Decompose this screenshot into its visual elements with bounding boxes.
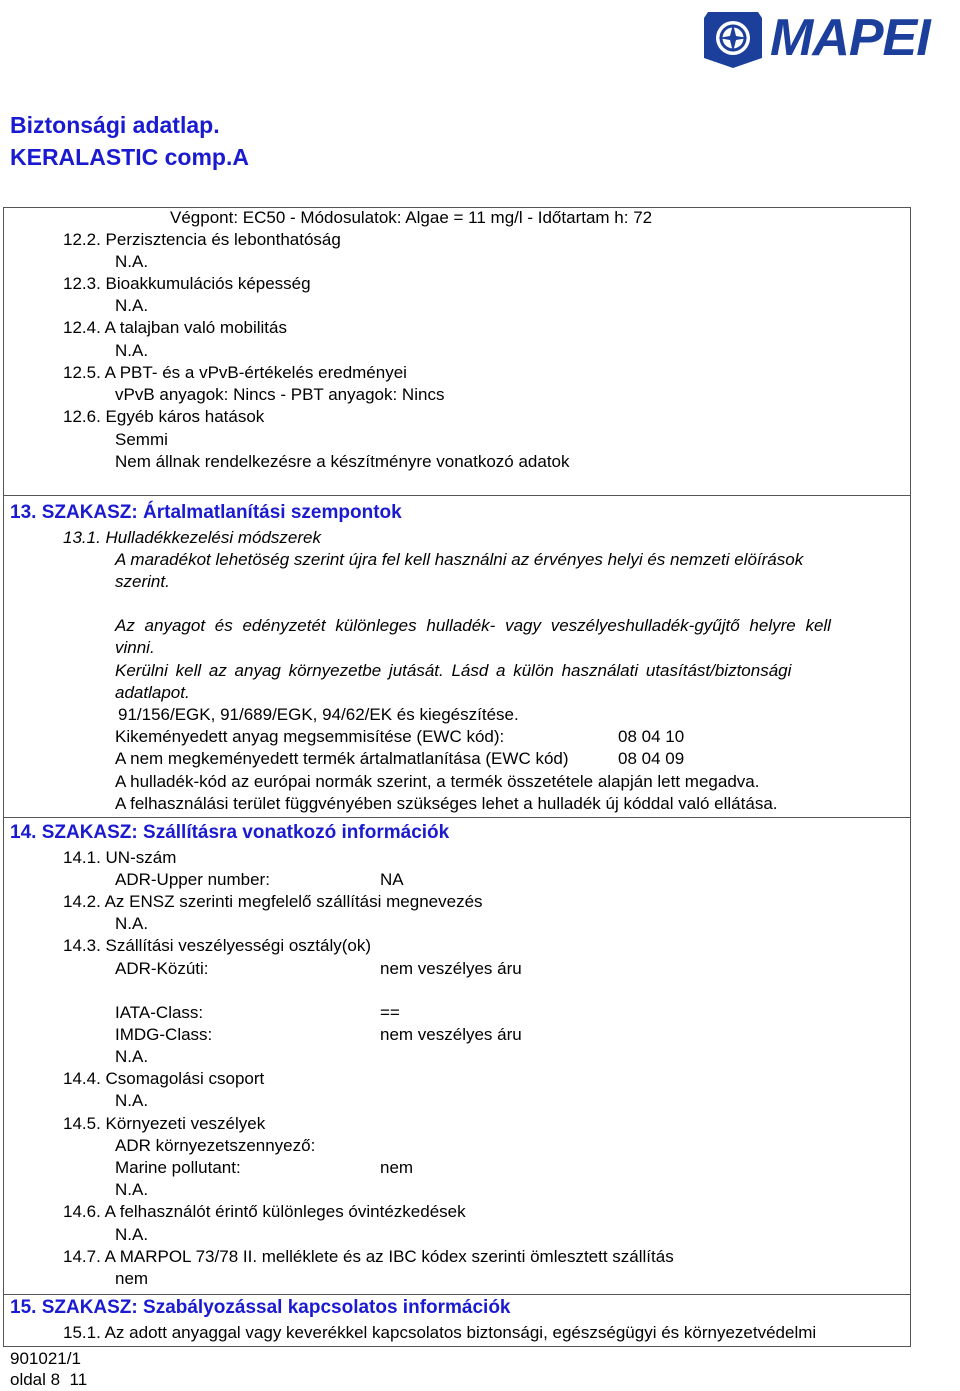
paragraph: szerint. bbox=[115, 572, 170, 591]
field-value: NA bbox=[380, 870, 404, 889]
paragraph: A felhasználási terület függvényében szükséges lehet a hulladék új kóddal való ellátása. bbox=[115, 794, 778, 813]
value-text: N.A. bbox=[115, 296, 149, 315]
subsection-14-7: 14.7. A MARPOL 73/78 II. melléklete és az IBC kódex szerinti ömlesztett szállítás bbox=[63, 1247, 674, 1266]
field-label: IATA-Class: bbox=[115, 1003, 204, 1022]
paragraph: Az anyagot és edényzetét különleges hulladék- vagy veszélyeshulladék-gyűjtő helyre kell bbox=[115, 616, 831, 635]
paragraph: adatlapot. bbox=[115, 683, 190, 702]
subsection-14-6: 14.6. A felhasználót érintő különleges óvintézkedések bbox=[63, 1202, 466, 1221]
subsection-15-1: 15.1. Az adott anyaggal vagy keverékkel kapcsolatos biztonsági, egészségügyi és környezetvédelmi bbox=[63, 1323, 817, 1342]
subsection-14-5: 14.5. Környezeti veszélyek bbox=[63, 1114, 266, 1133]
section-14-heading: 14. SZAKASZ: Szállításra vonatkozó információk bbox=[10, 822, 450, 843]
subsection-12-5: 12.5. A PBT- és a vPvB-értékelés eredményei bbox=[63, 363, 407, 382]
field-label: ADR-Közúti: bbox=[115, 959, 209, 978]
field-value: nem veszélyes áru bbox=[380, 1025, 522, 1044]
ecotox-endpoint: Végpont: EC50 - Módosulatok: Algae = 11 mg/l - Időtartam h: 72 bbox=[170, 208, 653, 227]
mapei-emblem-icon bbox=[700, 8, 766, 70]
subsection-14-2: 14.2. Az ENSZ szerinti megfelelő szállítási megnevezés bbox=[63, 892, 483, 911]
ewc-code: 08 04 09 bbox=[618, 749, 685, 768]
paragraph: vinni. bbox=[115, 638, 155, 657]
paragraph: 91/156/EGK, 91/689/EGK, 94/62/EK és kiegészítése. bbox=[118, 705, 519, 724]
value-text: N.A. bbox=[115, 1225, 149, 1244]
subsection-13-1: 13.1. Hulladékkezelési módszerek bbox=[63, 528, 321, 547]
page-number: oldal 8 11 bbox=[10, 1370, 88, 1389]
ewc-code: 08 04 10 bbox=[618, 727, 685, 746]
subsection-12-3: 12.3. Bioakkumulációs képesség bbox=[63, 274, 311, 293]
document-title: Biztonsági adatlap. bbox=[10, 112, 220, 138]
subsection-12-4: 12.4. A talajban való mobilitás bbox=[63, 318, 287, 337]
value-text: nem bbox=[115, 1269, 149, 1288]
value-text: N.A. bbox=[115, 1180, 149, 1199]
value-text: N.A. bbox=[115, 1047, 149, 1066]
section-15-heading: 15. SZAKASZ: Szabályozással kapcsolatos információk bbox=[10, 1297, 511, 1318]
value-text: N.A. bbox=[115, 1091, 149, 1110]
field-value: nem veszélyes áru bbox=[380, 959, 522, 978]
paragraph: Kerülni kell az anyag környezetbe jutását. Lásd a külön használati utasítást/biztonsági bbox=[115, 661, 792, 680]
ewc-label: A nem megkeményedett termék ártalmatlanítása (EWC kód) bbox=[115, 749, 569, 768]
ewc-label: Kikeményedett anyag megsemmisítése (EWC kód): bbox=[115, 727, 505, 746]
field-label: ADR-Upper number: bbox=[115, 870, 270, 889]
section-divider bbox=[3, 495, 911, 496]
section-divider bbox=[3, 817, 911, 818]
field-value: == bbox=[380, 1003, 400, 1022]
document-code: 901021/1 bbox=[10, 1349, 81, 1368]
field-value: nem bbox=[380, 1158, 414, 1177]
field-label: IMDG-Class: bbox=[115, 1025, 213, 1044]
value-text: N.A. bbox=[115, 914, 149, 933]
field-label: Marine pollutant: bbox=[115, 1158, 241, 1177]
subsection-12-2: 12.2. Perzisztencia és lebonthatóság bbox=[63, 230, 341, 249]
field-label: ADR környezetszennyező: bbox=[115, 1136, 316, 1155]
logo-wordmark: MAPEI bbox=[770, 9, 930, 67]
value-text: Nem állnak rendelkezésre a készítményre vonatkozó adatok bbox=[115, 452, 570, 471]
subsection-14-1: 14.1. UN-szám bbox=[63, 848, 177, 867]
mapei-logo bbox=[698, 4, 960, 74]
value-text: N.A. bbox=[115, 252, 149, 271]
value-text: N.A. bbox=[115, 341, 149, 360]
subsection-14-3: 14.3. Szállítási veszélyességi osztály(ok) bbox=[63, 936, 372, 955]
subsection-14-4: 14.4. Csomagolási csoport bbox=[63, 1069, 265, 1088]
paragraph: A hulladék-kód az európai normák szerint, a termék összetétele alapján lett megadva. bbox=[115, 772, 760, 791]
value-text: vPvB anyagok: Nincs - PBT anyagok: Nincs bbox=[115, 385, 445, 404]
section-divider bbox=[3, 1294, 911, 1295]
subsection-12-6: 12.6. Egyéb káros hatások bbox=[63, 407, 265, 426]
paragraph: A maradékot lehetöség szerint újra fel kell használni az érvényes helyi és nemzeti elöírások bbox=[115, 550, 804, 569]
product-name: KERALASTIC comp.A bbox=[10, 144, 249, 170]
section-13-heading: 13. SZAKASZ: Ártalmatlanítási szempontok bbox=[10, 502, 402, 523]
value-text: Semmi bbox=[115, 430, 168, 449]
